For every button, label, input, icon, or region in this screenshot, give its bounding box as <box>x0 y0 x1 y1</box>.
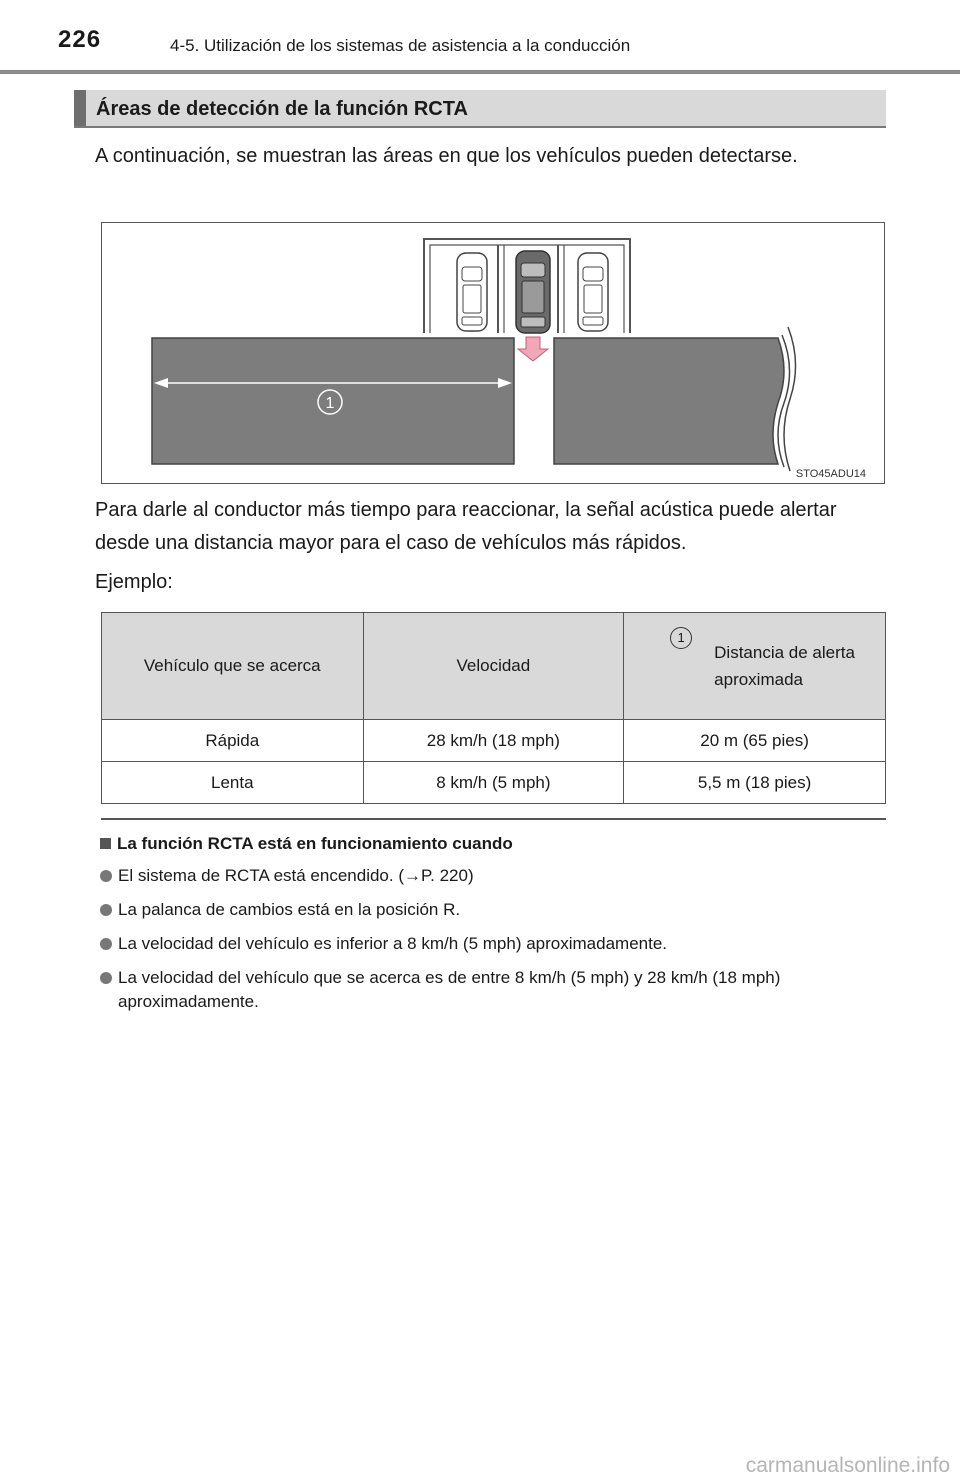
table-cell: Rápida <box>102 720 364 762</box>
bullet-icon <box>100 870 112 882</box>
table-cell: 20 m (65 pies) <box>624 720 886 762</box>
list-item-text: La velocidad del vehículo que se acerca es de entre 8 km/h (5 mph) y 28 km/h (18 mph) aproximadamente. <box>118 968 781 1011</box>
table-row <box>102 720 886 762</box>
list-item <box>100 864 890 888</box>
header-approaching-vehicle: Vehículo que se acerca <box>102 613 364 720</box>
list-item <box>100 966 890 1014</box>
table-cell: 5,5 m (18 pies) <box>624 762 886 804</box>
header-speed: Velocidad <box>363 613 624 720</box>
bullet-icon <box>100 972 112 984</box>
table-row <box>102 762 886 804</box>
table-cell: 8 km/h (5 mph) <box>363 762 624 804</box>
chapter-title: 4-5. Utilización de los sistemas de asistencia a la conducción <box>170 36 631 55</box>
reverse-arrow-icon <box>518 337 548 361</box>
example-label: Ejemplo: <box>95 571 173 593</box>
section-heading-bar <box>74 90 886 128</box>
notes-heading <box>100 834 513 854</box>
header-alert-distance <box>624 613 886 720</box>
list-item-text: La velocidad del vehículo es inferior a 8 km/h (5 mph) aproximadamente. <box>118 934 668 953</box>
bullet-icon <box>100 904 112 916</box>
table-cell: 28 km/h (18 mph) <box>363 720 624 762</box>
table-header-row <box>102 613 886 720</box>
page-number: 226 <box>58 26 102 53</box>
square-bullet-icon <box>100 838 111 849</box>
own-vehicle <box>516 251 550 333</box>
header-divider <box>0 70 960 74</box>
right-detection-zone <box>554 338 784 464</box>
list-item-text: La palanca de cambios está en la posición R. <box>118 900 461 919</box>
list-item-text: El sistema de RCTA está encendido. (→P. 220) <box>118 866 474 885</box>
parked-car-left <box>457 253 487 331</box>
watermark: carmanualsonline.info <box>745 1454 950 1477</box>
reaction-paragraph: Para darle al conductor más tiempo para reaccionar, la señal acústica puede alertar desde una distancia mayor para el caso de vehículos más rápidos. <box>95 499 837 554</box>
notes-heading-text: La función RCTA está en funcionamiento cuando <box>117 834 513 853</box>
figure-code: STO45ADU14 <box>795 468 866 480</box>
bullet-icon <box>100 938 112 950</box>
list-item <box>100 932 890 956</box>
header-alert-distance-label: Distancia de alerta aproximada <box>714 643 855 689</box>
callout-number: 1 <box>325 395 335 412</box>
detection-area-figure <box>101 222 885 484</box>
section-accent <box>74 90 86 126</box>
list-item <box>100 898 890 922</box>
intro-paragraph: A continuación, se muestran las áreas en que los vehículos pueden detectarse. <box>95 145 798 167</box>
callout-circle: 1 <box>670 627 692 649</box>
table-cell: Lenta <box>102 762 364 804</box>
parked-car-right <box>578 253 608 331</box>
alert-distance-table <box>101 612 886 804</box>
section-title: Áreas de detección de la función RCTA <box>96 98 468 120</box>
notes-divider <box>101 818 886 820</box>
detection-area-illustration <box>102 223 886 485</box>
